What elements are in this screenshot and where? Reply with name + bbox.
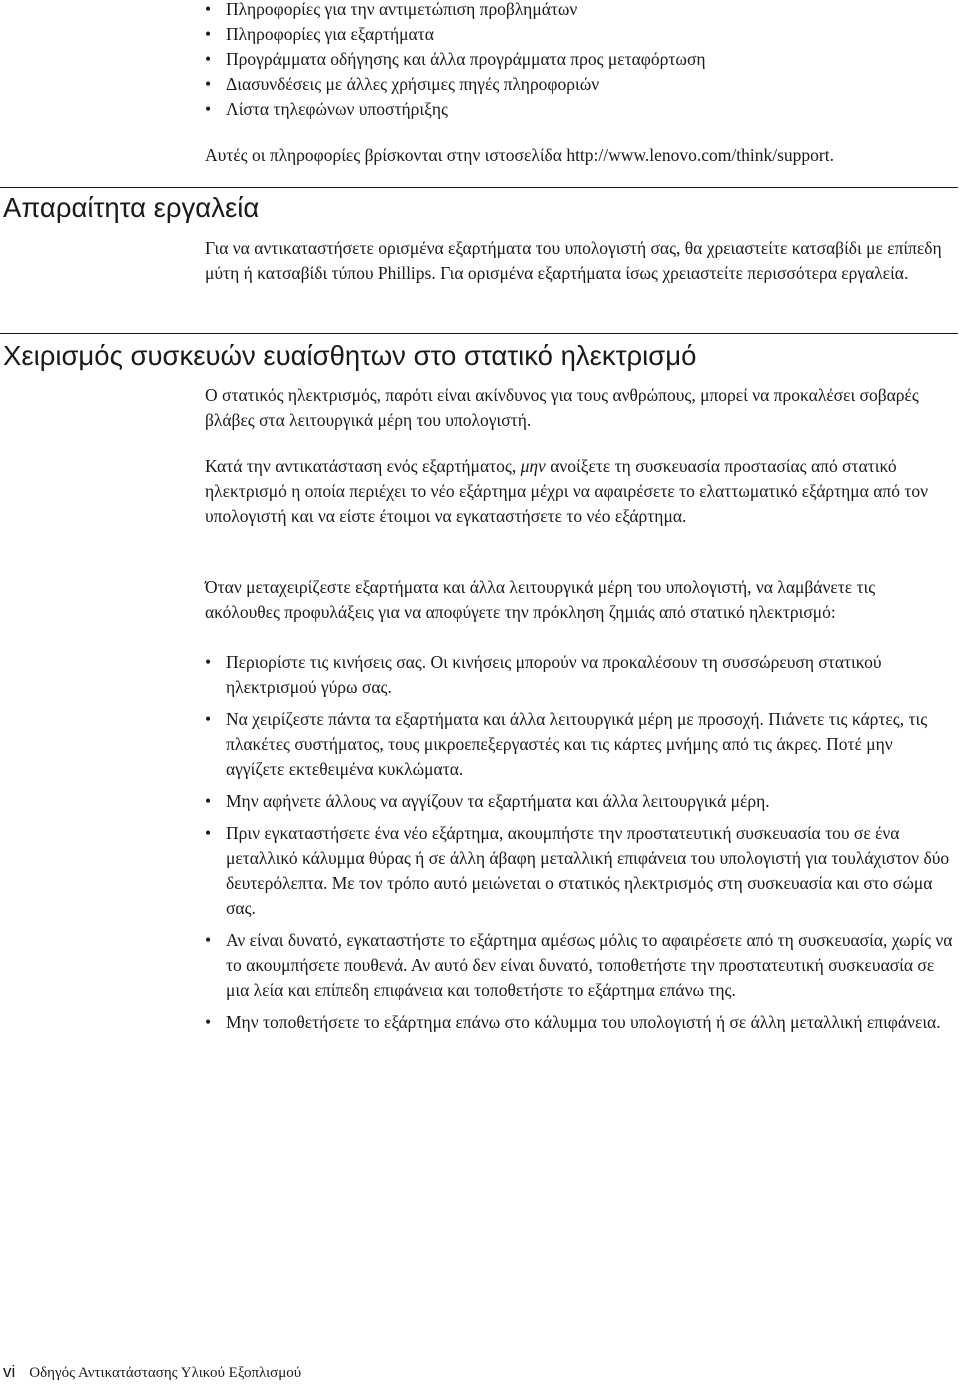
- list-item: • Πληροφορίες για την αντιμετώπιση προβλημάτων: [205, 0, 945, 22]
- precautions-list: [205, 650, 953, 1042]
- section-divider: [0, 187, 958, 188]
- list-item: • Μην αφήνετε άλλους να αγγίζουν τα εξαρτήματα και άλλα λειτουργικά μέρη.: [205, 789, 953, 814]
- tools-heading: Απαραίτητα εργαλεία: [3, 192, 260, 223]
- list-item: • Λίστα τηλεφώνων υποστήριξης: [205, 97, 945, 122]
- list-item: • Αν είναι δυνατό, εγκαταστήστε το εξάρτημα αμέσως μόλις το αφαιρέσετε από τη συσκευασία, χωρίς να το ακουμπήσετε πουθενά. Αν αυτό δεν είναι δυνατό, τοποθετήστε την προστατευτική συσκευασία σε μια λεία και επίπεδη επιφάνεια και τοποθετήστε το εξάρτημα επάνω της.: [205, 928, 953, 1003]
- document-title: Οδηγός Αντικατάστασης Υλικού Εξοπλισμού: [29, 1365, 302, 1381]
- list-item: • Πληροφορίες για εξαρτήματα: [205, 22, 945, 47]
- page-footer: [3, 1362, 301, 1383]
- list-item: • Διασυνδέσεις με άλλες χρήσιμες πηγές πληροφοριών: [205, 72, 945, 97]
- list-item: • Προγράμματα οδήγησης και άλλα προγράμματα προς μεταφόρτωση: [205, 47, 945, 72]
- info-list: [205, 0, 945, 122]
- list-item: • Να χειρίζεστε πάντα τα εξαρτήματα και άλλα λειτουργικά μέρη με προσοχή. Πιάνετε τις κάρτες, τις πλακέτες συστήματος, τους μικροεπεξεργαστές και τις κάρτες μνήμης από τις άκρες. Ποτέ μην αγγίζετε εκτεθειμένα κυκλώματα.: [205, 707, 953, 782]
- tools-paragraph: Για να αντικαταστήσετε ορισμένα εξαρτήματα του υπολογιστή σας, θα χρειαστείτε κατσαβίδι με επίπεδη μύτη ή κατσαβίδι τύπου Phillips. Για ορισμένα εξαρτήματα ίσως χρειαστείτε περισσότερα εργαλεία.: [205, 238, 942, 283]
- esd-precautions-intro: Όταν μεταχειρίζεστε εξαρτήματα και άλλα λειτουργικά μέρη του υπολογιστή, να λαμβάνετε τις ακόλουθες προφυλάξεις για να αποφύγετε την πρόκληση ζημιάς από στατικό ηλεκτρισμό:: [205, 577, 876, 622]
- list-item: • Περιορίστε τις κινήσεις σας. Οι κινήσεις μπορούν να προκαλέσουν τη συσσώρευση στατικού ηλεκτρισμού γύρω σας.: [205, 650, 953, 700]
- paragraph-text: Κατά την αντικατάσταση ενός εξαρτήματος,: [205, 456, 521, 476]
- list-item: • Πριν εγκαταστήσετε ένα νέο εξάρτημα, ακουμπήστε την προστατευτική συσκευασία του σε ένα μεταλλικό κάλυμμα θύρας ή σε άλλη άβαφη μεταλλική επιφάνεια του υπολογιστή για τουλάχιστον δύο δευτερόλεπτα. Με τον τρόπο αυτό μειώνεται ο στατικός ηλεκτρισμός στη συσκευασία και στο σώμα σας.: [205, 821, 953, 921]
- emphasis-text: μην: [520, 456, 546, 476]
- list-item: • Μην τοποθετήσετε το εξάρτημα επάνω στο κάλυμμα του υπολογιστή ή σε άλλη μεταλλική επιφάνεια.: [205, 1010, 953, 1035]
- support-website-text: Αυτές οι πληροφορίες βρίσκονται στην ιστοσελίδα http://www.lenovo.com/think/support.: [205, 145, 834, 165]
- section-divider: [0, 333, 958, 334]
- esd-replacement-paragraph: [205, 454, 950, 529]
- esd-intro-paragraph: Ο στατικός ηλεκτρισμός, παρότι είναι ακίνδυνος για τους ανθρώπους, μπορεί να προκαλέσει σοβαρές βλάβες στα λειτουργικά μέρη του υπολογιστή.: [205, 385, 919, 430]
- page-number: vi: [3, 1362, 16, 1381]
- esd-heading: Χειρισμός συσκευών ευαίσθητων στο στατικό ηλεκτρισμό: [3, 340, 697, 371]
- paragraph-text: ανοίξετε τη συσκευασία προστασίας από στατικό ηλεκτρισμό η οποία περιέχει το νέο εξάρτημα μέχρι να αφαιρέσετε το ελαττωματικό εξάρτημα από τον υπολογιστή και να είστε έτοιμοι να εγκαταστήσετε το νέο εξάρτημα.: [205, 456, 929, 526]
